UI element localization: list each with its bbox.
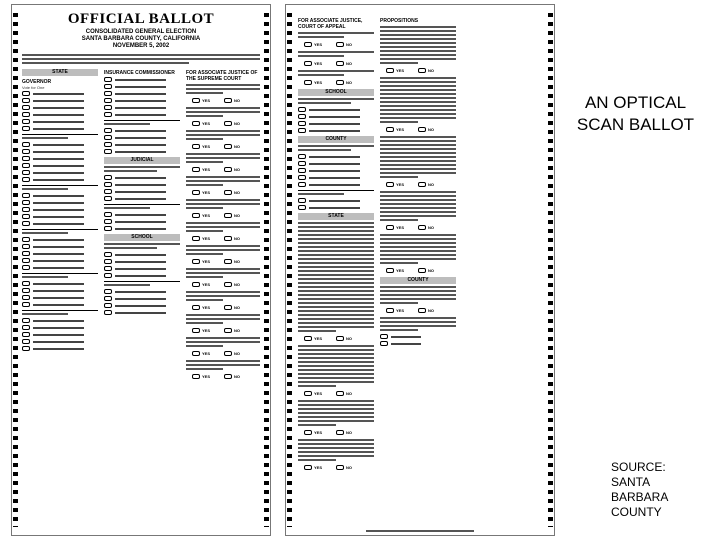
caption-line-1: AN OPTICAL <box>584 93 687 112</box>
timing-marks-left <box>287 13 292 527</box>
yes-no-option[interactable]: YES NO <box>386 266 456 274</box>
contest-title: PROPOSITIONS <box>380 18 419 24</box>
ballot-subtitle-3: NOVEMBER 5, 2002 <box>112 43 170 49</box>
section-header: JUDICIAL <box>104 157 180 164</box>
source-line-2: SANTA <box>611 475 651 489</box>
candidate-option[interactable] <box>104 218 180 225</box>
ballot-subtitle-2: SANTA BARBARA COUNTY, CALIFORNIA <box>81 36 201 42</box>
yes-no-option[interactable]: YES NO <box>304 463 374 471</box>
candidate-option[interactable] <box>22 169 98 176</box>
yes-no-option[interactable]: YES NO <box>304 59 374 67</box>
yes-no-option[interactable]: YES NO <box>304 428 374 436</box>
candidate-option[interactable] <box>298 153 374 160</box>
candidate-option[interactable] <box>298 204 374 211</box>
candidate-option[interactable] <box>22 148 98 155</box>
candidate-option[interactable] <box>22 243 98 250</box>
yes-no-option[interactable]: YES NO <box>304 40 374 48</box>
yes-no-option[interactable]: YES NO <box>304 389 374 397</box>
candidate-option[interactable] <box>298 181 374 188</box>
candidate-option[interactable] <box>104 265 180 272</box>
contest-title: INSURANCE COMMISSIONER <box>104 70 175 76</box>
source-line-4: COUNTY <box>611 505 662 519</box>
ballot-title: OFFICIAL BALLOT <box>67 11 215 27</box>
candidate-option[interactable] <box>22 155 98 162</box>
candidate-option[interactable] <box>22 199 98 206</box>
candidate-option[interactable] <box>104 111 180 118</box>
section-header: STATE <box>22 69 98 76</box>
candidate-option[interactable] <box>298 197 374 204</box>
candidate-option[interactable] <box>22 97 98 104</box>
candidate-option[interactable] <box>22 331 98 338</box>
ballot-left-col3 <box>186 67 260 522</box>
caption-line-2: SCAN BALLOT <box>576 115 695 134</box>
candidate-option[interactable] <box>22 162 98 169</box>
candidate-option[interactable] <box>22 324 98 331</box>
candidate-option[interactable] <box>22 338 98 345</box>
candidate-option[interactable] <box>22 317 98 324</box>
candidate-option[interactable] <box>22 104 98 111</box>
source-credit <box>611 460 711 520</box>
yes-no-option[interactable]: YES NO <box>192 96 260 104</box>
ballot-left-col1 <box>22 67 98 522</box>
yes-no-option[interactable]: YES NO <box>192 165 260 173</box>
candidate-option[interactable] <box>22 118 98 125</box>
yes-no-option[interactable]: YES NO <box>192 280 260 288</box>
candidate-option[interactable] <box>104 174 180 181</box>
candidate-option[interactable] <box>104 181 180 188</box>
candidate-option[interactable] <box>298 167 374 174</box>
candidate-option[interactable] <box>22 264 98 271</box>
ballot-subtitle-1: CONSOLIDATED GENERAL ELECTION <box>85 29 197 35</box>
candidate-option[interactable] <box>298 120 374 127</box>
section-header: SCHOOL <box>104 234 180 241</box>
candidate-option[interactable] <box>22 90 98 97</box>
yes-no-option[interactable]: YES NO <box>386 223 456 231</box>
candidate-option[interactable] <box>104 104 180 111</box>
yes-no-option[interactable]: YES NO <box>192 119 260 127</box>
contest-title: FOR ASSOCIATE JUSTICE OF THE SUPREME COURT <box>186 70 258 82</box>
ballot-left <box>11 4 271 536</box>
candidate-option[interactable] <box>104 302 180 309</box>
yes-no-option[interactable]: YES NO <box>304 78 374 86</box>
section-header: STATE <box>298 213 374 220</box>
candidate-option[interactable] <box>104 258 180 265</box>
candidate-option[interactable] <box>104 188 180 195</box>
section-header: COUNTY <box>298 136 374 143</box>
vote-instruction: Vote for One <box>22 85 45 90</box>
candidate-option[interactable] <box>22 192 98 199</box>
candidate-option[interactable] <box>380 333 456 340</box>
candidate-option[interactable] <box>22 287 98 294</box>
yes-no-option[interactable]: YES NO <box>192 188 260 196</box>
ballot-right <box>285 4 555 536</box>
candidate-option[interactable] <box>104 127 180 134</box>
candidate-option[interactable] <box>22 345 98 352</box>
caption-title <box>563 92 708 136</box>
yes-no-option[interactable]: YES NO <box>192 142 260 150</box>
ballot-left-col2 <box>104 67 180 522</box>
candidate-option[interactable] <box>104 90 180 97</box>
candidate-option[interactable] <box>104 76 180 83</box>
ballot-footer <box>286 530 554 532</box>
yes-no-option[interactable]: YES NO <box>192 234 260 242</box>
source-line-3: BARBARA <box>611 490 669 504</box>
candidate-option[interactable] <box>104 309 180 316</box>
yes-no-option[interactable]: YES NO <box>386 180 456 188</box>
timing-marks-right <box>548 13 553 527</box>
candidate-option[interactable] <box>22 176 98 183</box>
candidate-option[interactable] <box>22 125 98 132</box>
candidate-option[interactable] <box>22 250 98 257</box>
section-header: COUNTY <box>380 277 456 284</box>
candidate-option[interactable] <box>104 148 180 155</box>
candidate-option[interactable] <box>298 106 374 113</box>
timing-marks-right <box>264 13 269 527</box>
candidate-option[interactable] <box>104 211 180 218</box>
candidate-option[interactable] <box>380 340 456 347</box>
source-line-1: SOURCE: <box>611 460 666 474</box>
yes-no-option[interactable]: YES NO <box>304 334 374 342</box>
candidate-option[interactable] <box>22 294 98 301</box>
ballot-right-col2 <box>380 15 456 520</box>
candidate-option[interactable] <box>104 195 180 202</box>
candidate-option[interactable] <box>104 225 180 232</box>
ballot-right-col1 <box>298 15 374 520</box>
yes-no-option[interactable]: YES NO <box>386 66 456 74</box>
candidate-option[interactable] <box>22 111 98 118</box>
candidate-option[interactable] <box>104 134 180 141</box>
candidate-option[interactable] <box>22 141 98 148</box>
candidate-option[interactable] <box>22 206 98 213</box>
candidate-option[interactable] <box>22 280 98 287</box>
candidate-option[interactable] <box>104 141 180 148</box>
candidate-option[interactable] <box>298 160 374 167</box>
candidate-option[interactable] <box>104 288 180 295</box>
candidate-option[interactable] <box>104 251 180 258</box>
candidate-option[interactable] <box>104 97 180 104</box>
candidate-option[interactable] <box>22 301 98 308</box>
yes-no-option[interactable]: YES NO <box>192 257 260 265</box>
candidate-option[interactable] <box>22 220 98 227</box>
yes-no-option[interactable]: YES NO <box>192 326 260 334</box>
contest-title: GOVERNOR <box>22 79 52 85</box>
candidate-option[interactable] <box>22 257 98 264</box>
yes-no-option[interactable]: YES NO <box>192 372 260 380</box>
candidate-option[interactable] <box>104 83 180 90</box>
yes-no-option[interactable]: YES NO <box>192 303 260 311</box>
yes-no-option[interactable]: YES NO <box>192 211 260 219</box>
timing-marks-left <box>13 13 18 527</box>
candidate-option[interactable] <box>104 272 180 279</box>
yes-no-option[interactable]: YES NO <box>192 349 260 357</box>
candidate-option[interactable] <box>298 113 374 120</box>
candidate-option[interactable] <box>298 127 374 134</box>
candidate-option[interactable] <box>298 174 374 181</box>
section-header: SCHOOL <box>298 89 374 96</box>
candidate-option[interactable] <box>22 213 98 220</box>
yes-no-option[interactable]: YES NO <box>386 306 456 314</box>
candidate-option[interactable] <box>22 236 98 243</box>
candidate-option[interactable] <box>104 295 180 302</box>
yes-no-option[interactable]: YES NO <box>386 125 456 133</box>
instructions <box>22 52 260 64</box>
contest-title: FOR ASSOCIATE JUSTICE, COURT OF APPEAL <box>298 18 363 30</box>
